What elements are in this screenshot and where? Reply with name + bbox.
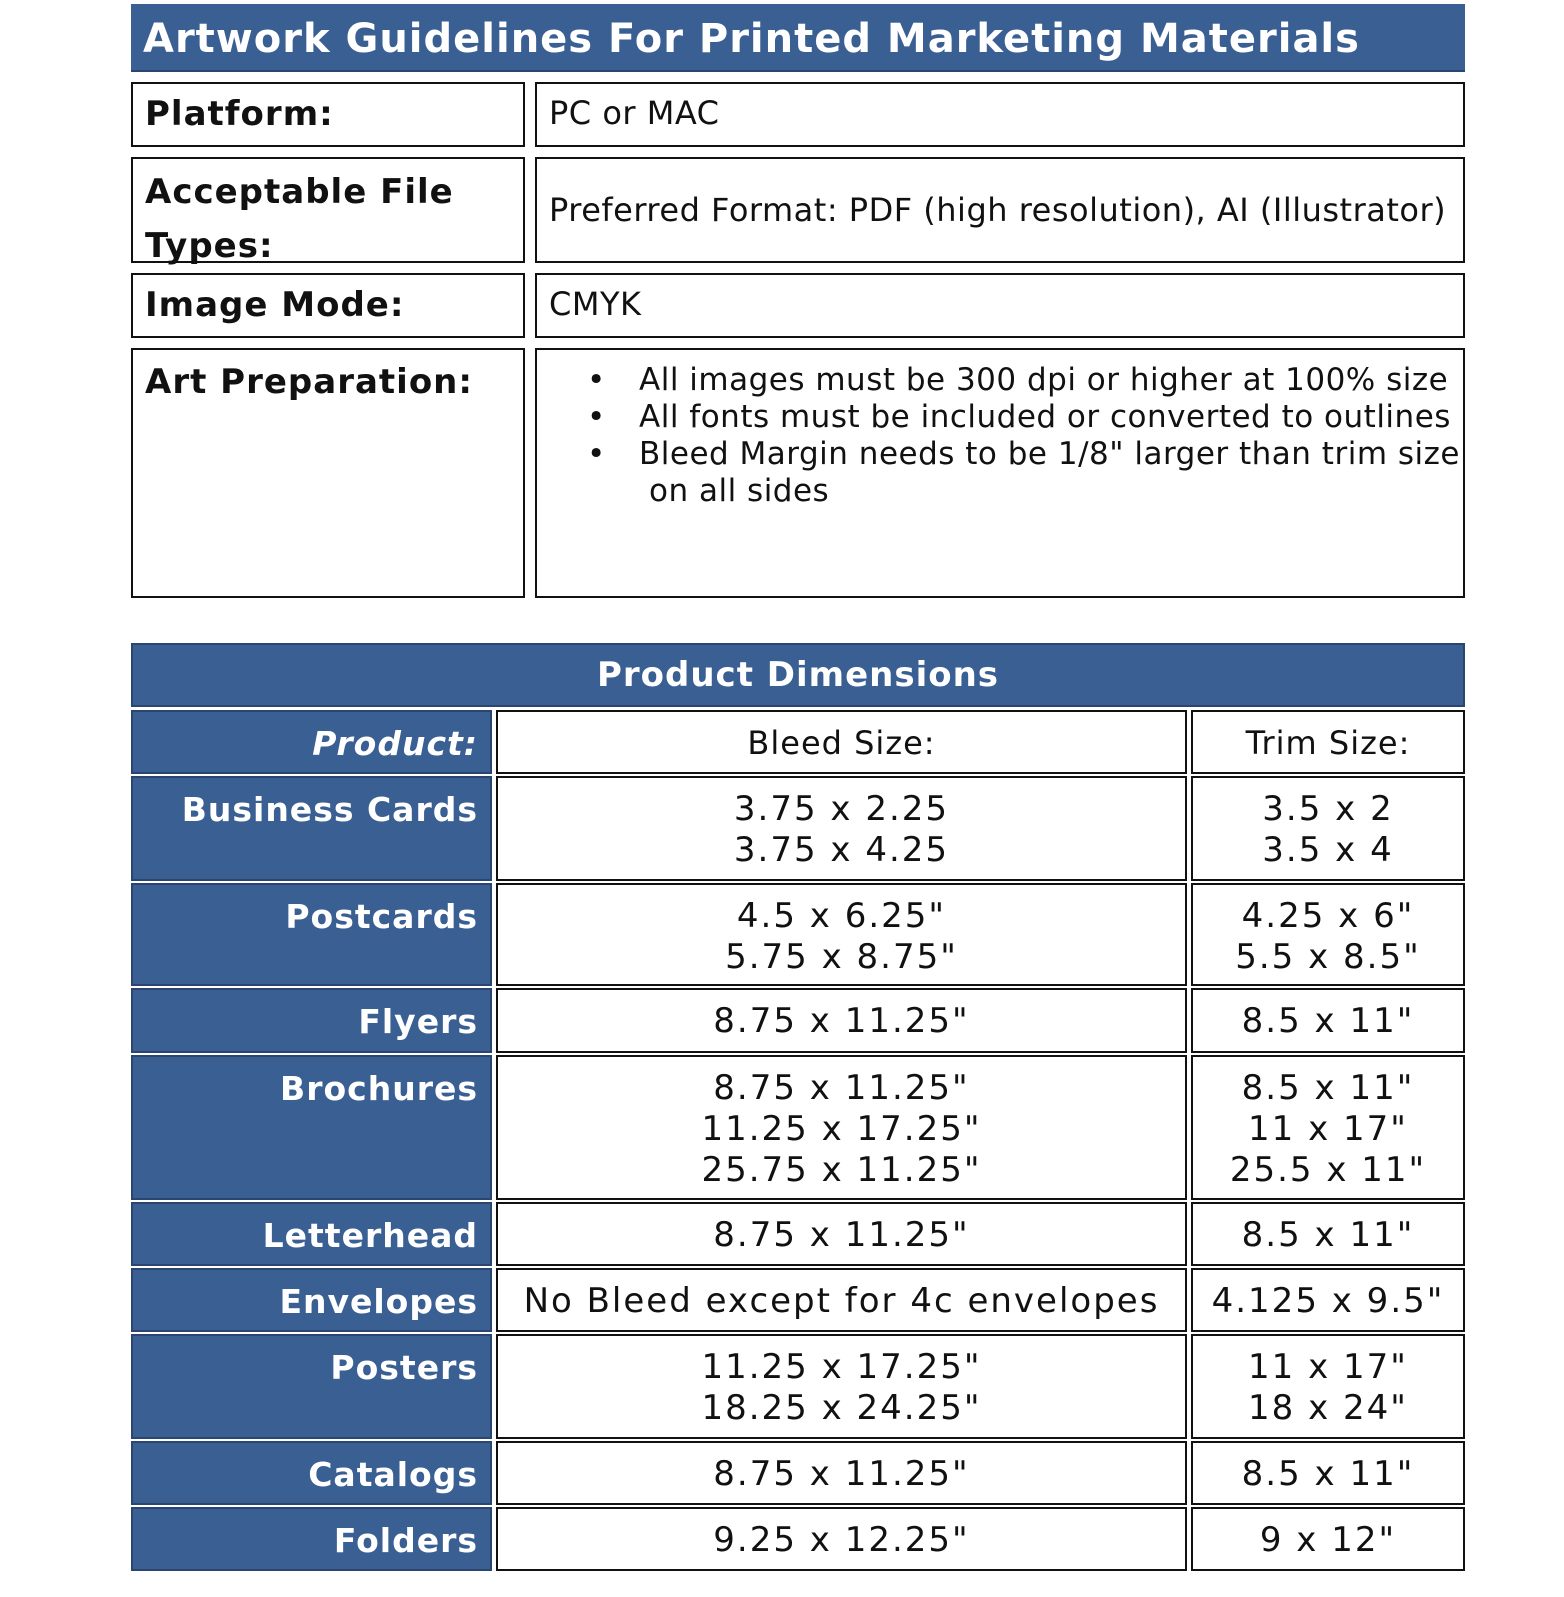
bleed-size-value: 5.75 x 8.75" bbox=[725, 937, 958, 977]
bleed-size-cell bbox=[496, 1268, 1187, 1332]
trim-size-cell bbox=[1191, 883, 1465, 986]
bleed-size-value: 8.75 x 11.25" bbox=[713, 1454, 970, 1494]
file-types-label-line2: Types: bbox=[145, 226, 274, 266]
file-types-label-line1: Acceptable File bbox=[145, 172, 454, 212]
trim-size-cell-content bbox=[1193, 1281, 1463, 1322]
trim-size-value: 9 x 12" bbox=[1259, 1520, 1397, 1560]
bleed-size-column-header-content bbox=[498, 723, 1185, 764]
trim-size-cell-content bbox=[1193, 1520, 1463, 1561]
trim-size-cell-content bbox=[1193, 896, 1463, 978]
product-name-cell bbox=[131, 988, 492, 1053]
product-name-cell-content bbox=[133, 1281, 478, 1322]
bleed-size-cell-content bbox=[498, 1347, 1185, 1429]
bleed-size-value: 11.25 x 17.25" bbox=[701, 1109, 982, 1149]
product-name: Catalogs bbox=[308, 1455, 478, 1494]
bleed-header-text: Bleed Size: bbox=[747, 724, 936, 762]
trim-size-value: 18 x 24" bbox=[1248, 1388, 1408, 1428]
trim-size-cell bbox=[1191, 1507, 1465, 1571]
bleed-size-cell-content bbox=[498, 1454, 1185, 1495]
bleed-size-cell bbox=[496, 776, 1187, 881]
page-title: Artwork Guidelines For Printed Marketing Materials bbox=[143, 16, 1360, 62]
trim-size-column-header bbox=[1191, 710, 1465, 774]
bleed-size-value: 3.75 x 2.25 bbox=[733, 789, 950, 829]
bleed-size-cell-content bbox=[498, 1520, 1185, 1561]
product-header-text: Product: bbox=[312, 724, 478, 763]
product-column-header-content bbox=[133, 723, 478, 764]
art-prep-label: Art Preparation: bbox=[145, 362, 473, 402]
trim-size-cell bbox=[1191, 988, 1465, 1053]
product-name: Envelopes bbox=[279, 1282, 478, 1321]
product-name: Posters bbox=[330, 1348, 478, 1387]
bleed-size-cell-content bbox=[498, 1281, 1185, 1322]
trim-size-cell-content bbox=[1193, 1454, 1463, 1495]
bleed-size-cell-content bbox=[498, 896, 1185, 978]
trim-size-value: 5.5 x 8.5" bbox=[1235, 937, 1421, 977]
bleed-size-value: 8.75 x 11.25" bbox=[713, 1215, 970, 1255]
trim-size-value: 8.5 x 11" bbox=[1241, 1454, 1415, 1494]
trim-size-cell bbox=[1191, 776, 1465, 881]
product-name-cell-content bbox=[133, 789, 478, 830]
trim-size-value: 8.5 x 11" bbox=[1241, 1001, 1415, 1041]
bleed-size-value: No Bleed except for 4c envelopes bbox=[523, 1281, 1160, 1321]
bleed-size-cell bbox=[496, 988, 1187, 1053]
platform-label-cell bbox=[131, 82, 525, 147]
trim-size-column-header-content bbox=[1193, 723, 1463, 764]
trim-size-cell-content bbox=[1193, 1068, 1463, 1191]
platform-label: Platform: bbox=[145, 94, 334, 134]
bleed-size-cell-content bbox=[498, 1215, 1185, 1256]
trim-size-value: 3.5 x 4 bbox=[1262, 830, 1394, 870]
trim-size-value: 4.125 x 9.5" bbox=[1211, 1281, 1445, 1321]
trim-size-cell bbox=[1191, 1202, 1465, 1266]
bleed-size-value: 25.75 x 11.25" bbox=[701, 1150, 982, 1190]
product-name-cell bbox=[131, 883, 492, 986]
product-name: Brochures bbox=[280, 1069, 478, 1108]
product-name: Business Cards bbox=[181, 790, 478, 829]
trim-size-cell-content bbox=[1193, 789, 1463, 871]
trim-size-cell bbox=[1191, 1268, 1465, 1332]
product-name-cell bbox=[131, 1055, 492, 1200]
image-mode-label-cell bbox=[131, 273, 525, 338]
trim-size-value: 8.5 x 11" bbox=[1241, 1068, 1415, 1108]
trim-size-value: 8.5 x 11" bbox=[1241, 1215, 1415, 1255]
page-title-bar bbox=[131, 4, 1465, 72]
art-prep-value-cell bbox=[535, 348, 1465, 598]
art-prep-list bbox=[549, 362, 1463, 510]
product-name-cell-content bbox=[133, 1068, 478, 1109]
product-name-cell-content bbox=[133, 1001, 478, 1042]
product-name: Folders bbox=[333, 1521, 478, 1560]
bleed-size-cell bbox=[496, 1202, 1187, 1266]
bleed-size-value: 9.25 x 12.25" bbox=[713, 1520, 970, 1560]
bleed-size-cell bbox=[496, 1507, 1187, 1571]
platform-value-cell bbox=[535, 82, 1465, 147]
art-prep-label-cell bbox=[131, 348, 525, 598]
file-types-value: Preferred Format: PDF (high resolution), AI (Illustrator) bbox=[549, 191, 1447, 229]
bleed-size-cell bbox=[496, 1441, 1187, 1505]
product-name: Letterhead bbox=[262, 1216, 478, 1255]
bleed-size-value: 4.5 x 6.25" bbox=[736, 896, 947, 936]
image-mode-label: Image Mode: bbox=[145, 285, 405, 325]
product-dimensions-title: Product Dimensions bbox=[131, 643, 1465, 707]
product-column-header bbox=[131, 710, 492, 774]
bleed-size-column-header bbox=[496, 710, 1187, 774]
trim-size-value: 11 x 17" bbox=[1248, 1109, 1408, 1149]
trim-size-value: 3.5 x 2 bbox=[1262, 789, 1394, 829]
product-name: Flyers bbox=[358, 1002, 478, 1041]
bleed-size-cell-content bbox=[498, 789, 1185, 871]
file-types-label-cell bbox=[131, 157, 525, 266]
bleed-size-value: 18.25 x 24.25" bbox=[701, 1388, 982, 1428]
product-name-cell-content bbox=[133, 896, 478, 937]
bleed-size-cell bbox=[496, 883, 1187, 986]
bleed-size-value: 11.25 x 17.25" bbox=[701, 1347, 982, 1387]
bleed-size-cell bbox=[496, 1334, 1187, 1439]
product-name-cell bbox=[131, 1268, 492, 1332]
bleed-size-cell bbox=[496, 1055, 1187, 1200]
trim-size-value: 11 x 17" bbox=[1248, 1347, 1408, 1387]
trim-size-cell-content bbox=[1193, 1001, 1463, 1042]
trim-size-value: 4.25 x 6" bbox=[1241, 896, 1415, 936]
trim-header-text: Trim Size: bbox=[1245, 724, 1411, 762]
art-prep-bullet-continuation: on all sides bbox=[649, 473, 830, 509]
product-name-cell-content bbox=[133, 1215, 478, 1256]
product-name-cell bbox=[131, 1507, 492, 1571]
art-prep-bullet: • All fonts must be included or converted to outlines bbox=[623, 399, 1463, 436]
trim-size-cell-content bbox=[1193, 1347, 1463, 1429]
trim-size-cell bbox=[1191, 1334, 1465, 1439]
bleed-size-cell-content bbox=[498, 1001, 1185, 1042]
trim-size-cell-content bbox=[1193, 1215, 1463, 1256]
file-types-value-cell bbox=[535, 157, 1465, 263]
art-prep-bullet: • All images must be 300 dpi or higher at 100% size bbox=[623, 362, 1463, 399]
product-name: Postcards bbox=[285, 897, 478, 936]
product-name-cell bbox=[131, 1202, 492, 1266]
bleed-size-cell-content bbox=[498, 1068, 1185, 1191]
file-types-label bbox=[145, 172, 523, 267]
image-mode-value-cell bbox=[535, 273, 1465, 338]
bleed-size-value: 8.75 x 11.25" bbox=[713, 1068, 970, 1108]
bleed-size-value: 3.75 x 4.25 bbox=[733, 830, 950, 870]
trim-size-cell bbox=[1191, 1441, 1465, 1505]
product-name-cell bbox=[131, 1334, 492, 1439]
product-name-cell bbox=[131, 776, 492, 881]
platform-value: PC or MAC bbox=[549, 94, 720, 132]
image-mode-value: CMYK bbox=[549, 285, 642, 323]
product-name-cell-content bbox=[133, 1347, 478, 1388]
art-prep-bullet: • Bleed Margin needs to be 1/8" larger than trim size bbox=[623, 436, 1463, 473]
product-name-cell bbox=[131, 1441, 492, 1505]
product-name-cell-content bbox=[133, 1454, 478, 1495]
bleed-size-value: 8.75 x 11.25" bbox=[713, 1001, 970, 1041]
trim-size-value: 25.5 x 11" bbox=[1229, 1150, 1427, 1190]
product-name-cell-content bbox=[133, 1520, 478, 1561]
trim-size-cell bbox=[1191, 1055, 1465, 1200]
